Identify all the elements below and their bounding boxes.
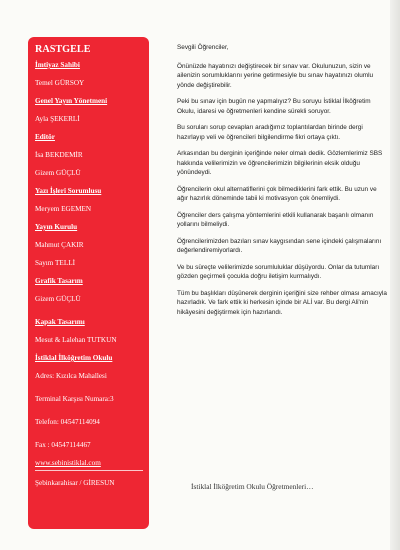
sidebar-divider (35, 470, 143, 471)
letter-salutation: Sevgili Öğrenciler, (177, 44, 229, 51)
yayin-yonetmeni-name: Ayla ŞEKERLİ (35, 115, 80, 123)
imtiyaz-name: Temel GÜRSOY (35, 79, 85, 87)
website-link[interactable]: www.sebinistiklal.com (35, 459, 101, 467)
editor-name: Gizem GÜÇLÜ (35, 169, 81, 177)
letter-paragraph: Öğrencilerimizden bazıları sınav kaygısından sene içindeki çalışmalarını değerlendiremiyorlardı. (177, 237, 382, 255)
imtiyaz-heading: İmtiyaz Sahibi (35, 61, 80, 69)
yazi-isleri-name: Meryem EGEMEN (35, 205, 92, 213)
letter-paragraph: Bu soruları sorup cevapları aradığımız toplantılardan birinde dergi hazırlayıp veli ve öğrencileri bilgilendirme fikri ortaya çıktı. (177, 124, 363, 141)
letter-paragraph: Öğrenciler ders çalışma yöntemlerini etkili kullanarak başarılı olmanın yollarını bilmeliydi. (177, 211, 374, 229)
magazine-title: RASTGELE (35, 44, 91, 55)
masthead-sidebar (28, 37, 149, 529)
editor-heading: Editör (35, 133, 55, 141)
yayin-kurulu-name: Sayım TELLİ (35, 259, 75, 267)
yayin-kurulu-heading: Yayın Kurulu (35, 223, 78, 231)
grafik-name: Gizem GÜÇLÜ (35, 295, 81, 303)
letter-paragraph: Önünüzde hayatınızı değiştirecek bir sınav var. Okulunuzun, sizin ve ailenizin sorumluklarını yerine getirmesiyle bu sınav hayatınızı olumlu yönde değiştirebilir. (177, 62, 374, 89)
editorial-letter (177, 43, 387, 324)
kapak-heading: Kapak Tasarımı (35, 318, 85, 326)
letter-paragraph: Arkasından bu derginin içeriğinde neler olmalı dedik. Gözlemlerimiz SBS hakkında velilerimizin ve öğrencilerimizin bilgilerinin eksik olduğu yönündeydi. (177, 150, 383, 177)
letter-paragraph: Ve bu süreçte velilerimizde sorumluluklar düşüyordu. Onlar da tutumları gözden geçirmeli çocukla doğru iletişim kurmalıydı. (177, 263, 380, 281)
school-fax: Fax : 04547114467 (35, 441, 91, 449)
yayin-yonetmeni-heading: Genel Yayın Yönetmeni (35, 97, 108, 105)
editor-name: İsa BEKDEMİR (35, 151, 83, 159)
school-heading: İstiklal İlköğretim Okulu (35, 354, 113, 362)
letter-signature: İstiklal İlköğretim Okulu Öğretmenleri… (191, 482, 314, 491)
yayin-kurulu-name: Mahmut ÇAKIR (35, 241, 84, 249)
yazi-isleri-heading: Yazı İşleri Sorumlusu (35, 187, 102, 195)
kapak-name: Mesut & Lalehan TUTKUN (35, 336, 117, 344)
letter-paragraph: Peki bu sınav için bugün ne yapmalıyız? Bu soruyu İstiklal İlköğretim Okulu, idaresi ve öğretmenleri kendine sürekli soruyor. (177, 98, 371, 115)
school-phone: Telefon: 04547114094 (35, 418, 100, 426)
letter-paragraph: Öğrencilerin okul alternatiflerini çok bilmediklerini fark ettik. Bu uzun ve ağır hazırlık döneminde tabii ki motivasyon çok önemliydi. (177, 185, 377, 203)
grafik-heading: Grafik Tasarım (35, 277, 83, 285)
school-city: Şebinkarahisar / GİRESUN (35, 479, 115, 487)
school-address-line2: Terminal Karşısı Numara:3 (35, 395, 114, 403)
letter-paragraph: Tüm bu başlıkları düşünerek derginin içeriğini size rehber olması amacıyla hazırladık. Ve fark ettik ki herkesin içinde bir ALİ var. Bu dergi Ali'nin hikâyesini değiştirmek için hazırlandı. (177, 289, 387, 316)
page-edge-shadow (390, 0, 400, 550)
school-address: Adres: Kızılca Mahallesi (35, 372, 107, 380)
